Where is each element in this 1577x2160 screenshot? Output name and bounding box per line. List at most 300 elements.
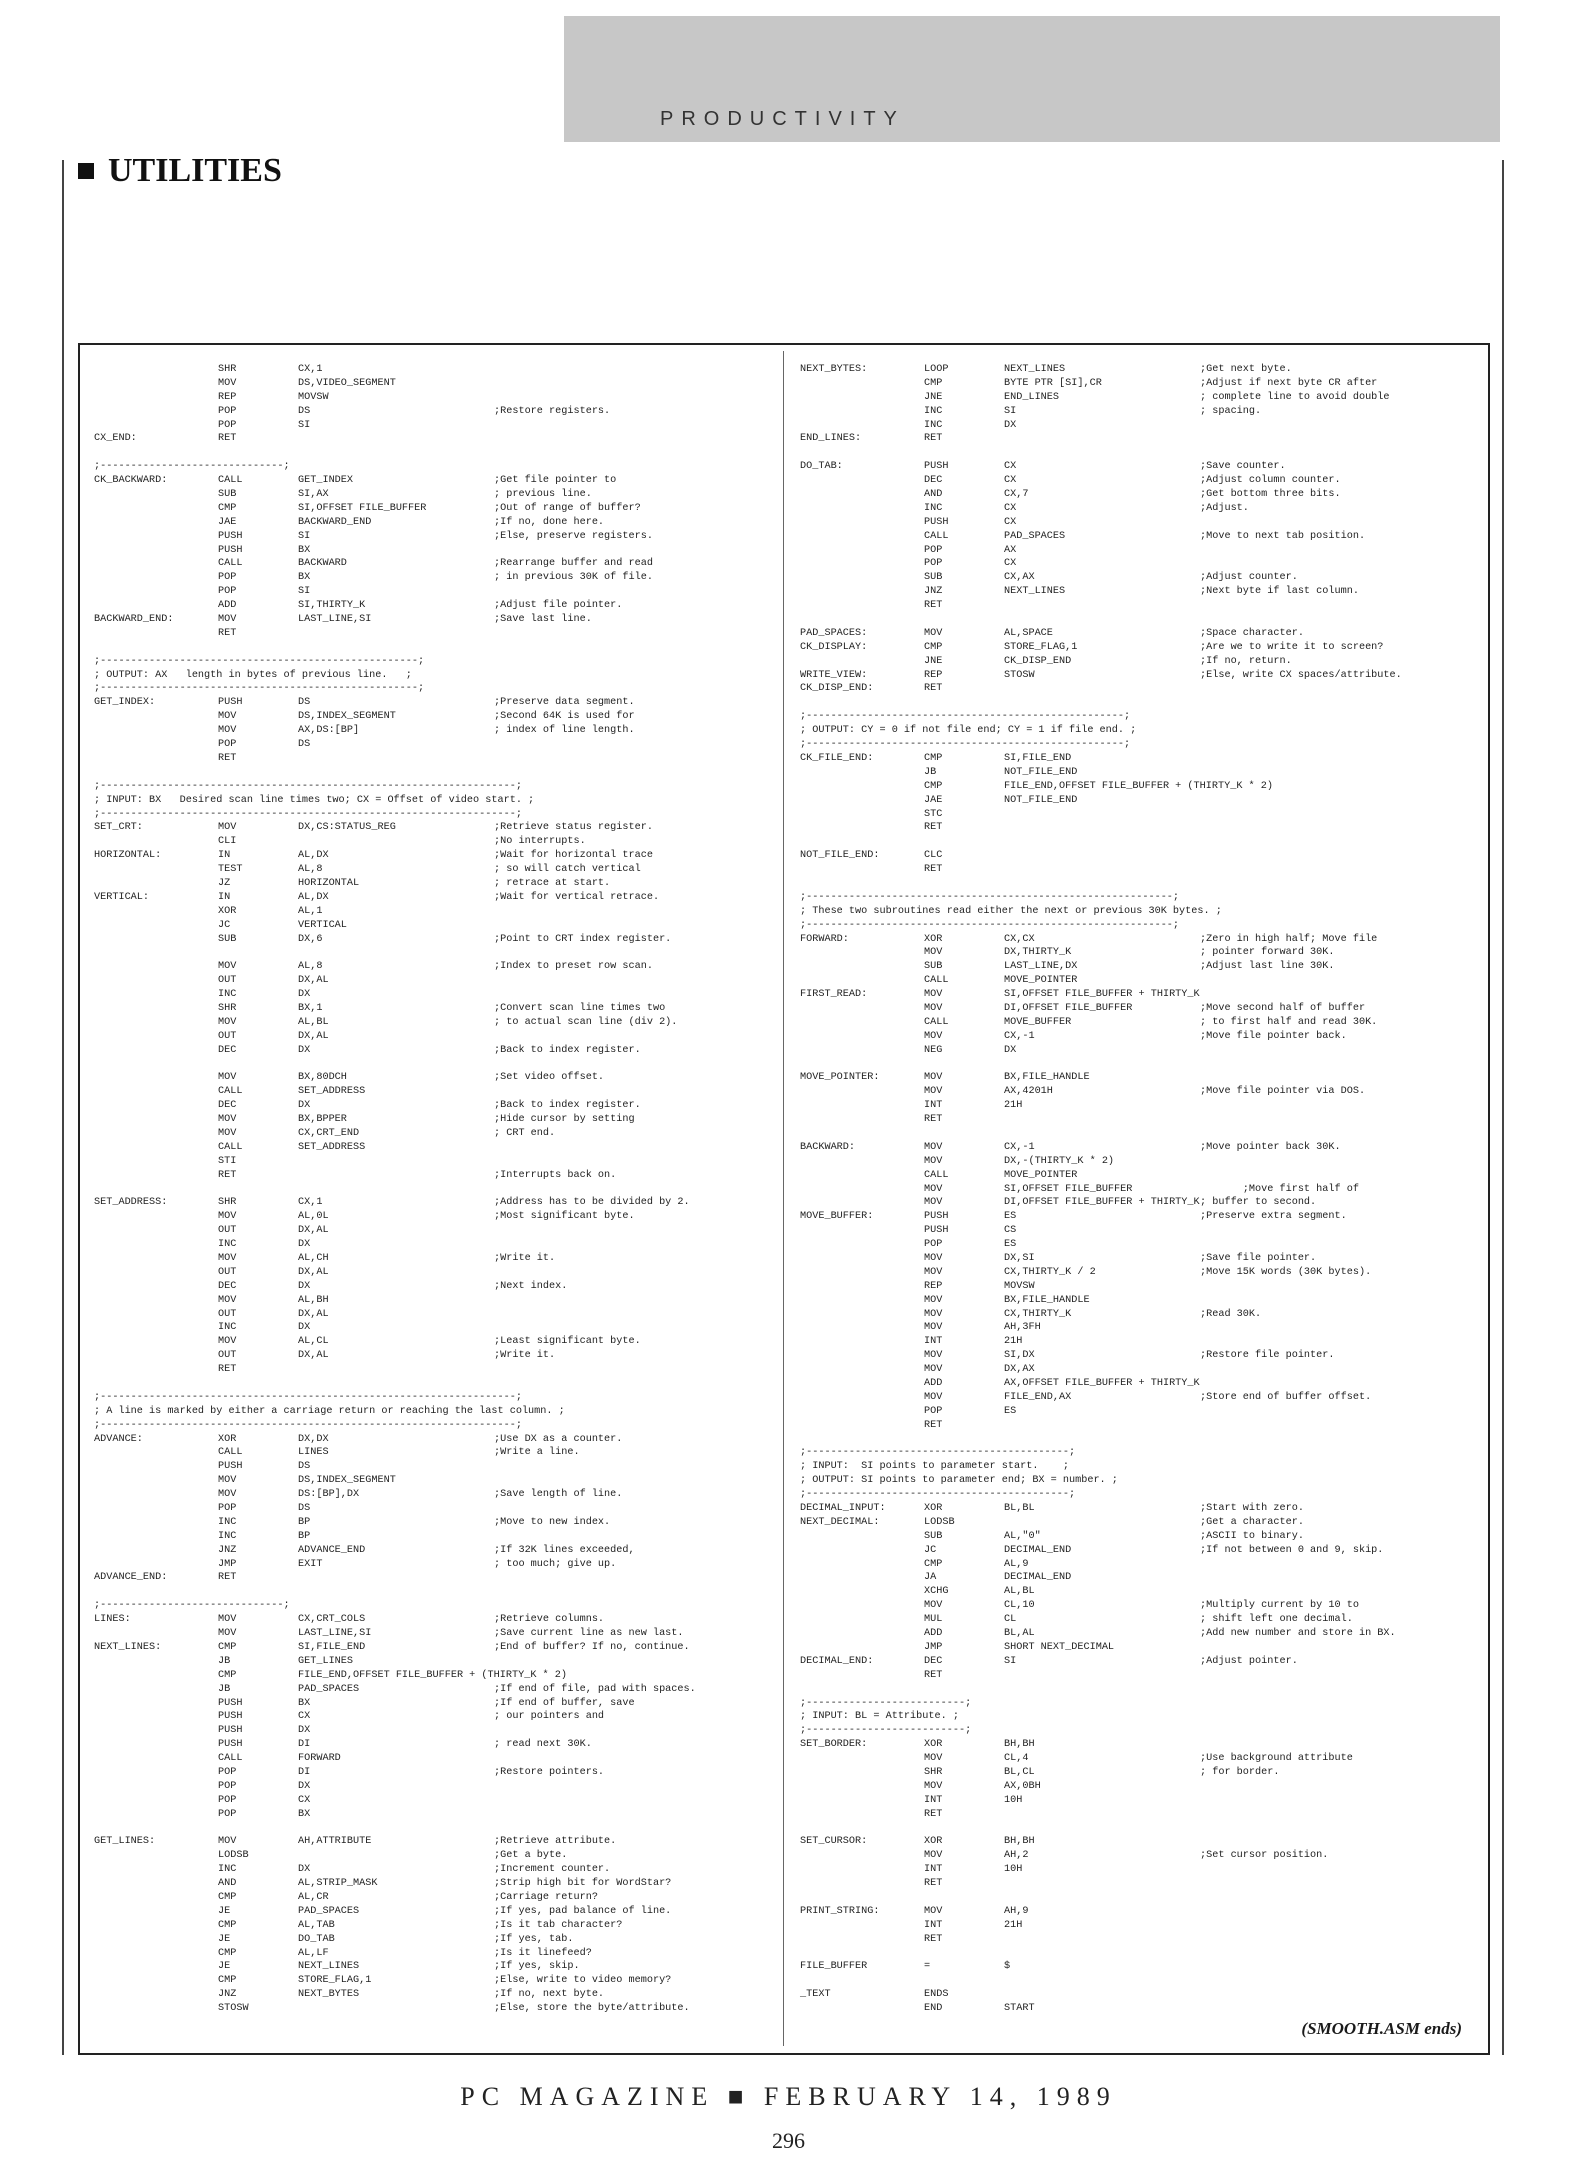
code-operand: BH,BH xyxy=(1004,1739,1035,1751)
code-line xyxy=(94,1627,774,1641)
code-line xyxy=(800,1808,1480,1822)
code-opcode: XCHG xyxy=(924,1586,949,1598)
code-line xyxy=(800,2002,1480,2016)
code-line xyxy=(94,1808,774,1822)
code-line xyxy=(800,1502,1480,1516)
code-opcode: MOV xyxy=(924,627,943,639)
code-line xyxy=(94,1794,774,1808)
code-opcode: PUSH xyxy=(218,1711,243,1723)
code-opcode: STI xyxy=(218,1155,237,1167)
code-line xyxy=(800,405,1480,419)
code-operand: MOVE_POINTER xyxy=(1004,975,1078,987)
code-comment: ;Is it tab character? xyxy=(494,1919,623,1931)
code-comment: ;Get a character. xyxy=(1200,1516,1304,1528)
code-opcode: OUT xyxy=(218,1030,237,1042)
code-label: _TEXT xyxy=(800,1989,831,2001)
code-comment: ;Save counter. xyxy=(1200,461,1286,473)
code-comment: ;Index to preset row scan. xyxy=(494,961,653,973)
code-label: NEXT_BYTES: xyxy=(800,364,868,375)
code-operand: BX,80DCH xyxy=(298,1072,347,1084)
code-line xyxy=(94,1433,774,1447)
code-comment: ;Back to index register. xyxy=(494,1044,641,1056)
code-comment: ;Set cursor position. xyxy=(1200,1850,1329,1862)
code-comment: ;Multiply current by 10 to xyxy=(1200,1600,1359,1612)
code-line xyxy=(94,752,774,766)
code-operand: CX,7 xyxy=(1004,489,1029,501)
code-opcode: INC xyxy=(924,502,943,514)
code-operand: SET_ADDRESS xyxy=(298,1141,366,1153)
code-line xyxy=(94,391,774,405)
code-line xyxy=(800,669,1480,683)
code-operand: CX xyxy=(1004,475,1017,487)
code-operand: PAD_SPACES xyxy=(1004,530,1066,542)
code-operand: AX xyxy=(1004,544,1017,556)
code-operand: AL,BL xyxy=(298,1016,329,1028)
code-line xyxy=(800,557,1480,571)
code-line xyxy=(800,641,1480,655)
code-line xyxy=(94,1933,774,1947)
code-line xyxy=(94,1196,774,1210)
code-operand: AX,0BH xyxy=(1004,1780,1041,1792)
code-operand: CX,AX xyxy=(1004,572,1035,584)
code-operand: CX,THIRTY_K / 2 xyxy=(1004,1266,1096,1278)
code-operand: BP xyxy=(298,1530,311,1542)
code-operand: DX xyxy=(1004,419,1017,431)
code-line xyxy=(800,655,1480,669)
code-line xyxy=(94,1377,774,1391)
code-operand: MOVE_POINTER xyxy=(1004,1169,1078,1181)
code-line xyxy=(94,544,774,558)
code-operand: SI,OFFSET FILE_BUFFER + THIRTY_K xyxy=(1004,989,1200,1001)
code-operand: FILE_END,OFFSET FILE_BUFFER + (THIRTY_K * 2) xyxy=(1004,780,1273,792)
code-line xyxy=(94,1085,774,1099)
code-comment-block: ;----------------------------------------------------; xyxy=(94,655,425,667)
code-label: WRITE_VIEW: xyxy=(800,669,868,681)
code-line xyxy=(800,544,1480,558)
code-operand: BX,1 xyxy=(298,1002,323,1014)
code-opcode: MOV xyxy=(924,1364,943,1376)
code-comment: ;Move second half of buffer xyxy=(1200,1002,1366,1014)
code-opcode: = xyxy=(924,1961,931,1973)
code-opcode: POP xyxy=(924,1405,943,1417)
code-comment-block: ;------------------------------; xyxy=(94,1600,290,1612)
code-comment: ;Adjust column counter. xyxy=(1200,475,1341,487)
code-line xyxy=(800,1280,1480,1294)
code-comment: ;Write it. xyxy=(494,1253,556,1264)
code-opcode: POP xyxy=(218,1780,237,1792)
code-line xyxy=(800,1071,1480,1085)
code-comment: ;Second 64K is used for xyxy=(494,711,635,723)
code-line xyxy=(800,1058,1480,1072)
code-comment: ;Back to index register. xyxy=(494,1100,641,1112)
code-opcode: MOV xyxy=(218,377,237,389)
code-operand: DX xyxy=(298,1725,311,1737)
code-opcode: JE xyxy=(218,1933,231,1945)
code-operand: DX xyxy=(298,1044,311,1056)
code-line xyxy=(94,1974,774,1988)
page-title xyxy=(78,152,282,190)
code-opcode: CALL xyxy=(924,975,949,987)
code-opcode: MUL xyxy=(924,1614,943,1626)
code-operand: ES xyxy=(1004,1405,1017,1417)
code-operand: DECIMAL_END xyxy=(1004,1544,1072,1556)
code-operand: 21H xyxy=(1004,1919,1023,1931)
code-comment: ;Write it. xyxy=(494,1350,556,1362)
code-line xyxy=(800,432,1480,446)
code-comment: ; read next 30K. xyxy=(494,1739,592,1751)
code-operand: AL,CH xyxy=(298,1253,329,1264)
code-opcode: MOV xyxy=(924,1086,943,1098)
code-line xyxy=(800,1627,1480,1641)
code-operand: CX,-1 xyxy=(1004,1030,1035,1042)
code-comment: ;End of buffer? If no, continue. xyxy=(494,1641,690,1653)
code-line xyxy=(800,835,1480,849)
code-line xyxy=(94,405,774,419)
code-operand: STORE_FLAG,1 xyxy=(1004,641,1078,653)
code-comment: ; retrace at start. xyxy=(494,877,611,889)
code-comment: ;Get next byte. xyxy=(1200,364,1292,375)
code-opcode: MOV xyxy=(924,1197,943,1209)
code-operand: DX xyxy=(1004,1044,1017,1056)
code-opcode: MOV xyxy=(924,1072,943,1084)
code-label: DO_TAB: xyxy=(800,461,843,473)
code-opcode: MOV xyxy=(218,822,237,834)
code-line xyxy=(800,446,1480,460)
code-line xyxy=(800,1127,1480,1141)
code-comment: ;Restore file pointer. xyxy=(1200,1350,1335,1362)
code-operand: BL,CL xyxy=(1004,1766,1035,1778)
code-line xyxy=(94,960,774,974)
code-line xyxy=(94,1308,774,1322)
code-opcode: POP xyxy=(218,586,237,598)
bullet-square-icon xyxy=(78,163,94,179)
code-opcode: XOR xyxy=(218,905,237,917)
code-operand: AL,8 xyxy=(298,961,323,973)
code-operand: GET_LINES xyxy=(298,1655,354,1667)
code-opcode: RET xyxy=(218,433,237,445)
code-line xyxy=(94,1683,774,1697)
code-line xyxy=(94,988,774,1002)
code-comment-block: ; OUTPUT: CY = 0 if not file end; CY = 1 if file end. ; xyxy=(800,725,1137,737)
code-comment-block: ;----------------------------------------------------; xyxy=(800,739,1131,751)
code-comment: ;Hide cursor by setting xyxy=(494,1114,635,1126)
code-opcode: CMP xyxy=(218,1947,237,1959)
code-comment: ;If end of file, pad with spaces. xyxy=(494,1683,696,1695)
code-line xyxy=(800,1683,1480,1697)
code-opcode: RET xyxy=(924,1878,943,1890)
code-line xyxy=(800,474,1480,488)
code-operand: CX,CRT_COLS xyxy=(298,1614,366,1626)
code-label: CX_END: xyxy=(94,433,137,445)
code-operand: DS xyxy=(298,697,311,709)
code-opcode: MOV xyxy=(924,1391,943,1403)
code-opcode: MOV xyxy=(924,1294,943,1306)
code-opcode: POP xyxy=(218,572,237,584)
code-line xyxy=(94,738,774,752)
code-opcode: JB xyxy=(218,1683,231,1695)
code-label: SET_CRT: xyxy=(94,822,143,834)
code-opcode: LODSB xyxy=(218,1850,249,1862)
code-opcode: PUSH xyxy=(218,544,243,556)
code-line xyxy=(800,877,1480,891)
code-opcode: JE xyxy=(218,1961,231,1973)
code-operand: GET_INDEX xyxy=(298,475,354,487)
code-opcode: CALL xyxy=(218,1753,243,1765)
code-line xyxy=(800,1710,1480,1724)
code-comment: ;Move to new index. xyxy=(494,1516,611,1528)
code-line xyxy=(94,1849,774,1863)
code-comment: ;Is it linefeed? xyxy=(494,1947,592,1959)
code-operand: SET_ADDRESS xyxy=(298,1086,366,1098)
code-comment: ;Use background attribute xyxy=(1200,1753,1353,1765)
code-comment: ;Restore registers. xyxy=(494,405,611,417)
code-opcode: POP xyxy=(218,739,237,751)
left-rule xyxy=(62,160,64,2055)
code-label: NOT_FILE_END: xyxy=(800,850,880,862)
code-line xyxy=(94,446,774,460)
code-line xyxy=(800,724,1480,738)
code-opcode: MOV xyxy=(924,1253,943,1264)
code-opcode: XOR xyxy=(924,1503,943,1515)
code-opcode: CLI xyxy=(218,836,237,848)
code-opcode: OUT xyxy=(218,1266,237,1278)
code-operand: DX,AL xyxy=(298,1266,329,1278)
code-opcode: MOV xyxy=(218,1475,237,1487)
code-comment: ;If no, done here. xyxy=(494,516,605,528)
code-line xyxy=(800,1252,1480,1266)
code-operand: SI xyxy=(1004,1655,1017,1667)
code-line xyxy=(94,585,774,599)
code-opcode: MOV xyxy=(924,1780,943,1792)
code-comment: ;Else, write CX spaces/attribute. xyxy=(1200,669,1402,681)
code-operand: DX xyxy=(298,989,311,1001)
code-operand: AL,"0" xyxy=(1004,1530,1041,1542)
footer-magazine: PC MAGAZINE ■ FEBRUARY 14, 1989 xyxy=(460,2082,1117,2111)
code-opcode: POP xyxy=(924,558,943,570)
code-operand: MOVSW xyxy=(1004,1280,1035,1292)
code-opcode: OUT xyxy=(218,1350,237,1362)
code-opcode: POP xyxy=(218,1766,237,1778)
code-comment: ;Increment counter. xyxy=(494,1864,611,1876)
code-comment-block: ; OUTPUT: SI points to parameter end; BX = number. ; xyxy=(800,1475,1118,1487)
code-opcode: AND xyxy=(218,1878,237,1890)
code-line xyxy=(800,1641,1480,1655)
code-line xyxy=(94,1294,774,1308)
code-opcode: POP xyxy=(218,1503,237,1515)
code-line xyxy=(800,946,1480,960)
code-listing-box xyxy=(78,343,1490,2055)
code-comment: ;Else, preserve registers. xyxy=(494,530,653,542)
code-operand: BH,BH xyxy=(1004,1836,1035,1848)
code-line xyxy=(800,863,1480,877)
code-line xyxy=(94,1599,774,1613)
code-operand: DI,OFFSET FILE_BUFFER + THIRTY_K xyxy=(1004,1197,1200,1209)
code-comment: ;Retrieve columns. xyxy=(494,1614,605,1626)
code-opcode: MOV xyxy=(924,1141,943,1153)
code-operand: DX,AL xyxy=(298,1308,329,1320)
code-line xyxy=(800,1085,1480,1099)
code-operand: DS xyxy=(298,405,311,417)
code-opcode: CALL xyxy=(218,1141,243,1153)
code-line xyxy=(94,1349,774,1363)
code-opcode: MOV xyxy=(924,1266,943,1278)
code-comment: ;Get bottom three bits. xyxy=(1200,489,1341,501)
code-operand: DECIMAL_END xyxy=(1004,1572,1072,1584)
code-operand: DX,CS:STATUS_REG xyxy=(298,822,396,834)
code-opcode: PUSH xyxy=(218,1725,243,1737)
code-operand: DS,INDEX_SEGMENT xyxy=(298,1475,396,1487)
code-line xyxy=(800,1919,1480,1933)
code-comment: ;Move to next tab position. xyxy=(1200,530,1366,542)
code-line xyxy=(94,1697,774,1711)
code-line xyxy=(94,1266,774,1280)
code-line xyxy=(94,766,774,780)
code-comment: ;Use DX as a counter. xyxy=(494,1433,623,1445)
code-operand: AL,TAB xyxy=(298,1919,335,1931)
code-comment: ;Adjust counter. xyxy=(1200,572,1298,584)
code-line xyxy=(94,1446,774,1460)
code-label: FIRST_READ: xyxy=(800,989,868,1001)
code-comment: ;Carriage return? xyxy=(494,1891,598,1903)
code-comment: ; CRT end. xyxy=(494,1127,556,1139)
code-operand: END_LINES xyxy=(1004,391,1060,403)
code-line xyxy=(800,1405,1480,1419)
code-line xyxy=(94,627,774,641)
code-operand: SI,AX xyxy=(298,489,329,501)
code-line xyxy=(94,363,774,377)
code-operand: AL,8 xyxy=(298,864,323,876)
code-opcode: PUSH xyxy=(218,1461,243,1473)
code-comment: ;Retrieve status register. xyxy=(494,822,653,834)
code-opcode: MOV xyxy=(218,1614,237,1626)
code-label: MOVE_BUFFER: xyxy=(800,1211,874,1223)
code-line xyxy=(800,780,1480,794)
code-line xyxy=(94,1780,774,1794)
code-opcode: SUB xyxy=(924,1530,943,1542)
code-operand: SI,FILE_END xyxy=(1004,752,1072,764)
code-operand: STORE_FLAG,1 xyxy=(298,1975,372,1987)
code-opcode: RET xyxy=(924,864,943,876)
code-operand: CX xyxy=(1004,461,1017,473)
code-opcode: IN xyxy=(218,850,231,862)
code-label: DECIMAL_END: xyxy=(800,1655,874,1667)
code-comment: ; complete line to avoid double xyxy=(1200,391,1390,403)
code-opcode: MOV xyxy=(218,1836,237,1848)
code-opcode: RET xyxy=(924,1669,943,1681)
code-opcode: JNZ xyxy=(218,1544,237,1556)
code-opcode: POP xyxy=(218,405,237,417)
code-operand: BX xyxy=(298,1808,311,1820)
code-comment-block: ;--------------------------; xyxy=(800,1725,972,1737)
code-line xyxy=(800,1752,1480,1766)
code-operand: AL,BL xyxy=(1004,1586,1035,1598)
code-operand: AL,LF xyxy=(298,1947,329,1959)
code-line xyxy=(800,919,1480,933)
code-operand: CL,10 xyxy=(1004,1600,1035,1612)
code-line xyxy=(800,1516,1480,1530)
code-opcode: STOSW xyxy=(218,2003,249,2015)
code-line xyxy=(94,1210,774,1224)
code-operand: CS xyxy=(1004,1225,1017,1237)
code-operand: DS:[BP],DX xyxy=(298,1489,360,1501)
code-opcode: PUSH xyxy=(924,461,949,473)
code-comment: ;Out of range of buffer? xyxy=(494,502,641,514)
code-opcode: MOV xyxy=(218,1016,237,1028)
code-line xyxy=(800,849,1480,863)
code-comment: ;Adjust last line 30K. xyxy=(1200,961,1335,973)
code-comment: ;Move 15K words (30K bytes). xyxy=(1200,1266,1372,1278)
code-line xyxy=(94,1558,774,1572)
code-line xyxy=(94,974,774,988)
code-operand: DX,AL xyxy=(298,1225,329,1237)
code-opcode: SUB xyxy=(924,572,943,584)
code-line xyxy=(94,377,774,391)
code-line xyxy=(94,1738,774,1752)
code-operand: AL,SPACE xyxy=(1004,627,1053,639)
code-line xyxy=(94,946,774,960)
code-line xyxy=(800,808,1480,822)
code-comment: ; too much; give up. xyxy=(494,1558,617,1570)
code-comment-block: ;--------------------------------------------------------------------; xyxy=(94,1391,522,1403)
code-label: ADVANCE: xyxy=(94,1433,143,1445)
code-line xyxy=(800,1141,1480,1155)
code-operand: ES xyxy=(1004,1211,1017,1223)
code-line xyxy=(94,1058,774,1072)
code-line xyxy=(94,1224,774,1238)
code-operand: BACKWARD xyxy=(298,558,347,570)
code-line xyxy=(94,780,774,794)
code-operand: ADVANCE_END xyxy=(298,1544,366,1556)
code-line xyxy=(800,1655,1480,1669)
code-line xyxy=(800,1544,1480,1558)
code-opcode: ADD xyxy=(924,1378,943,1390)
code-line xyxy=(94,1169,774,1183)
code-opcode: JC xyxy=(924,1544,937,1556)
code-operand: BX xyxy=(298,1697,311,1709)
code-line xyxy=(800,1697,1480,1711)
code-line xyxy=(800,1183,1480,1197)
code-line xyxy=(94,1016,774,1030)
code-opcode: LODSB xyxy=(924,1516,955,1528)
code-comment: ;Start with zero. xyxy=(1200,1503,1304,1515)
code-line xyxy=(94,682,774,696)
code-label: CK_DISP_END: xyxy=(800,683,874,695)
code-line xyxy=(94,696,774,710)
code-comment: ;Space character. xyxy=(1200,627,1304,639)
code-opcode: ADD xyxy=(924,1628,943,1640)
code-line xyxy=(94,1766,774,1780)
code-opcode: XOR xyxy=(924,933,943,945)
code-label: VERTICAL: xyxy=(94,891,150,903)
code-line xyxy=(94,1947,774,1961)
code-operand: AL,CL xyxy=(298,1336,329,1348)
code-comment: ;Adjust. xyxy=(1200,502,1249,514)
code-opcode: RET xyxy=(218,1364,237,1376)
code-opcode: END xyxy=(924,2003,943,2015)
code-line xyxy=(94,1530,774,1544)
code-comment: ;Move first half of xyxy=(1200,1183,1359,1195)
code-line xyxy=(94,613,774,627)
code-line xyxy=(94,1002,774,1016)
code-opcode: JAE xyxy=(924,794,943,806)
code-comment: ;Preserve data segment. xyxy=(494,697,635,709)
code-opcode: RET xyxy=(218,752,237,764)
code-comment: ;Read 30K. xyxy=(1200,1308,1262,1320)
code-line xyxy=(800,391,1480,405)
code-opcode: MOV xyxy=(218,614,237,626)
code-comment-block: ; OUTPUT: AX length in bytes of previous line. ; xyxy=(94,669,412,681)
code-comment-block: ; A line is marked by either a carriage return or reaching the last column. ; xyxy=(94,1405,565,1417)
